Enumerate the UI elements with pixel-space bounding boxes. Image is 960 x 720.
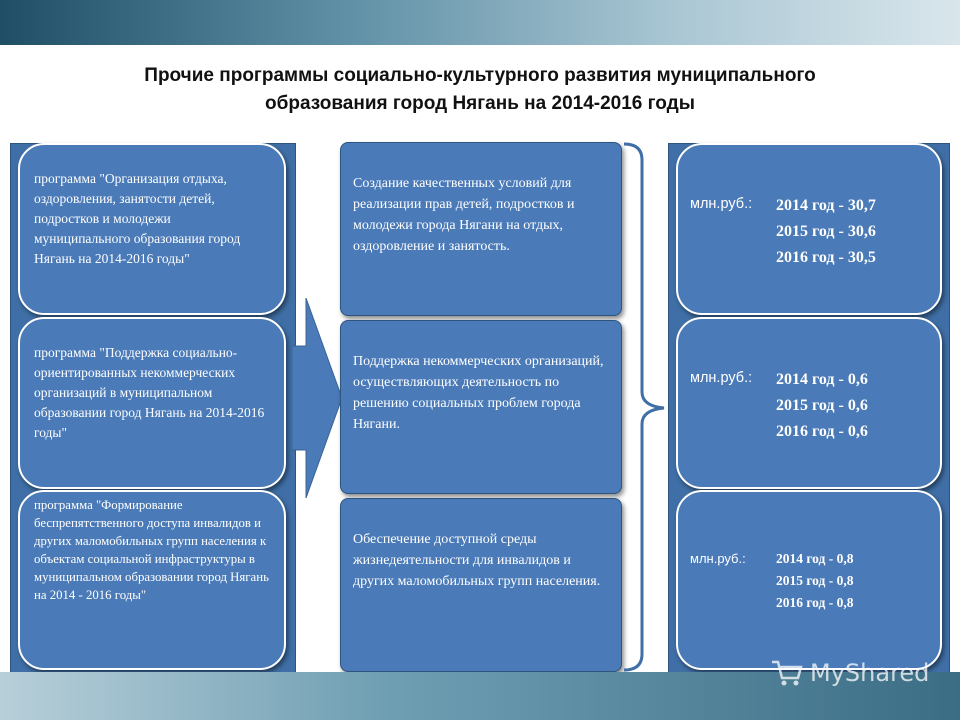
program-box-2 [18, 317, 286, 489]
program-text: программа "Организация отдыха, оздоровления, занятости детей, подростков и молодежи муниципального образования город Нягань на 2014-2016 годы" [34, 171, 241, 266]
funding-unit: млн.руб.: [690, 370, 753, 386]
funding-year-row: 2015 год - 30,6 [776, 223, 876, 240]
funding-year-row: 2016 год - 0,6 [776, 423, 868, 440]
funding-year-row: 2015 год - 0,8 [776, 573, 854, 588]
funding-years [776, 193, 876, 271]
funding-years [776, 548, 853, 614]
program-box-1 [18, 143, 286, 315]
funding-unit: млн.руб.: [690, 551, 746, 566]
slide-title [40, 62, 920, 118]
title-line-1: Прочие программы социально-культурного развития муниципального [144, 65, 816, 86]
funding-year-row: 2016 год - 0,8 [776, 595, 854, 610]
funding-box-1 [676, 143, 942, 315]
program-text: программа "Поддержка социально-ориентированных некоммерческих организаций в муниципальном образовании город Нягань на 2014-2016 годы" [34, 345, 265, 440]
goal-box-1 [340, 142, 622, 316]
goal-box-2 [340, 320, 622, 494]
funding-year-row: 2014 год - 30,7 [776, 197, 876, 214]
goal-text: Поддержка некоммерческих организаций, осуществляющих деятельность по решению социальных проблем города Нягани. [353, 354, 604, 432]
funding-year-row: 2014 год - 0,8 [776, 551, 854, 566]
program-text: программа "Формирование беспрепятственного доступа инвалидов и других маломобильных групп населения к объектам социальной инфраструктуры в муниципальном образовании город Нягань на 2014 - 2016 годы" [34, 498, 269, 602]
goal-text: Обеспечение доступной среды жизнедеятельности для инвалидов и других маломобильных групп населения. [353, 532, 601, 589]
program-box-3 [18, 490, 286, 670]
funding-year-row: 2014 год - 0,6 [776, 371, 868, 388]
watermark [770, 658, 929, 688]
brace-icon [620, 142, 670, 672]
funding-year-row: 2016 год - 30,5 [776, 249, 876, 266]
top-banner [0, 0, 960, 45]
goal-box-3 [340, 498, 622, 672]
funding-years [776, 367, 868, 445]
watermark-text: MyShared [810, 659, 930, 687]
funding-box-2 [676, 317, 942, 489]
funding-box-3 [676, 490, 942, 670]
cart-icon [770, 658, 804, 688]
title-line-2: образования город Нягань на 2014-2016 годы [265, 93, 695, 114]
funding-unit: млн.руб.: [690, 196, 753, 212]
goal-text: Создание качественных условий для реализации прав детей, подростков и молодежи города Нягани на отдых, оздоровление и занятость. [353, 176, 575, 254]
funding-year-row: 2015 год - 0,6 [776, 397, 868, 414]
right-arrow-icon [292, 298, 344, 498]
